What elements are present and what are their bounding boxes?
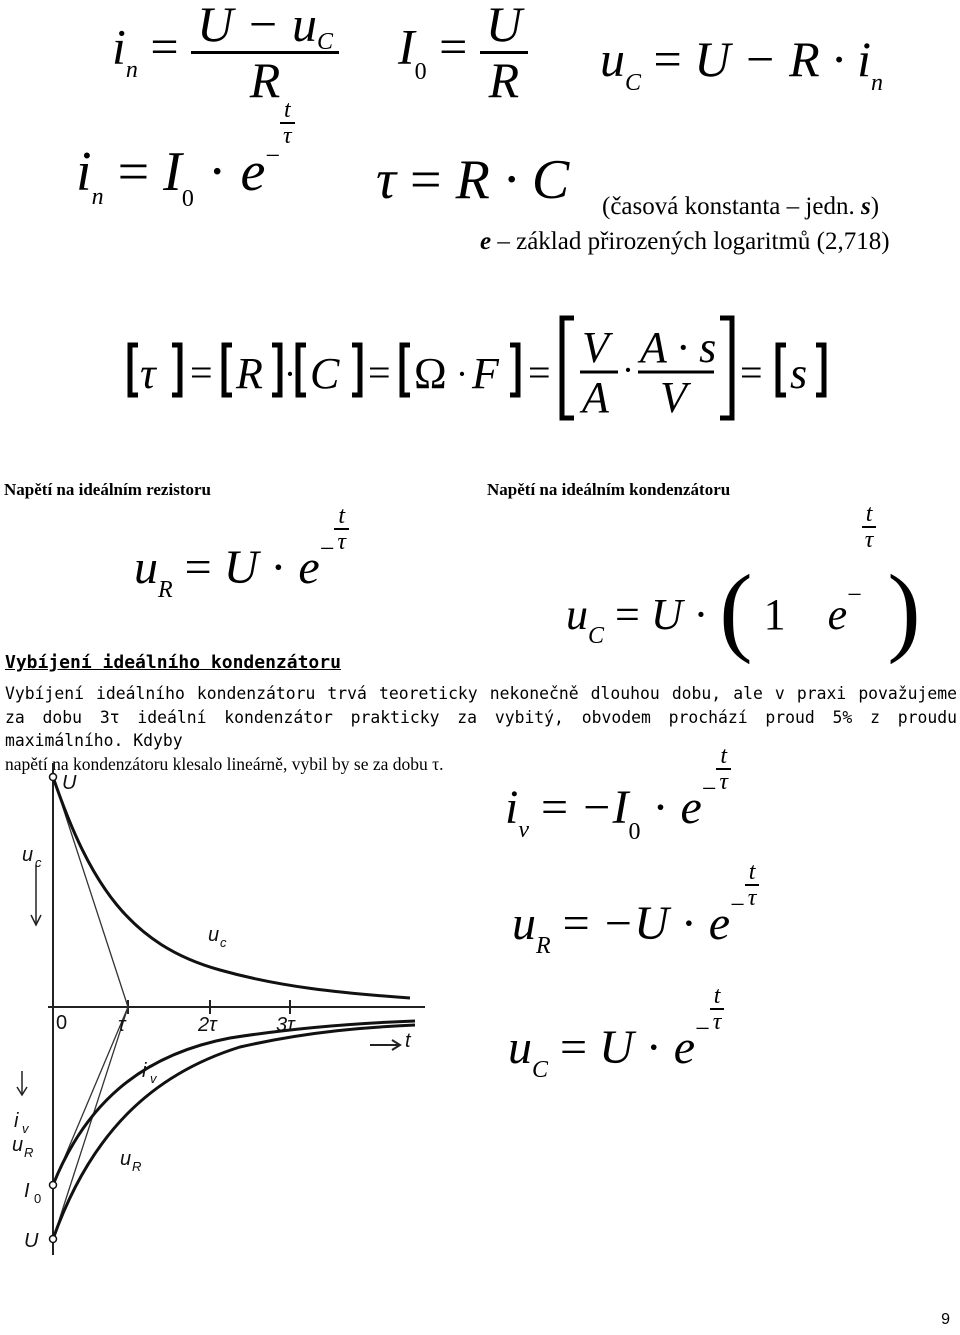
formula-in-exponential: $i_n = I_0 \cdot e-$ $\frac{t}{\tau}$ [76,140,295,204]
formula-uC-charge: $u_C = U$ · ( 1 e− $\frac{t}{\tau}$ ) [566,501,921,665]
page-number: 9 [941,1311,950,1328]
iv-curve [53,1021,415,1185]
label-uR-curve: u [120,1148,132,1170]
svg-text:=: = [528,350,551,395]
unit-A-den: A [582,373,609,422]
unit-s: s [790,349,808,398]
label-2tau: 2τ [198,1014,217,1036]
formula-in-current: $i_n$ = $\frac{U - uC}{R}$ [112,0,339,106]
unit-As-num: A · s [640,323,717,372]
label-uc-axis: u [22,844,34,866]
svg-text:=: = [740,350,763,395]
svg-text:c: c [220,935,227,950]
svg-text:R: R [132,1159,142,1174]
svg-text:c: c [35,855,42,870]
label-t: t [405,1030,411,1052]
formula-uR-discharge: $u_R = -U \cdot e-$ $\frac{t}{\tau}$ [512,896,759,951]
unit-C: C [310,349,340,398]
label-tau: τ [118,1014,126,1036]
svg-text:=: = [190,350,213,395]
section-title: Vybíjení ideálního kondenzátoru [5,652,341,673]
unit-R: R [236,349,263,398]
section-paragraph: Vybíjení ideálního kondenzátoru trvá teoreticky nekonečně dlouhou dobu, ale v praxi považujeme za dobu 3τ ideální kondenzátor prakticky za vybitý, obvodem prochází proud 5% z proudu maximálního. Kdyby napětí na kondenzátoru klesalo lineárně, vybil by se za dobu τ. [5,684,957,774]
note-time-constant: (časová konstanta – jedn. s) [602,193,880,220]
svg-text:R: R [24,1145,34,1160]
unit-V-num: V [582,323,609,372]
header-capacitor: Napětí na ideálním kondenzátoru [487,480,731,499]
svg-text:·: · [456,354,468,394]
svg-text:v: v [22,1121,29,1136]
formula-uc: $u_C = U - R \cdot i_n$ [600,31,884,96]
label-U-top: U [62,772,77,794]
svg-text:=: = [368,350,391,395]
formula-iv-discharge: $i_v = -I_0 \cdot e-$ $\frac{t}{\tau}$ [505,780,731,835]
unit-V-den: V [660,373,687,422]
unit-tau: τ [140,349,156,398]
label-iv-curve: i [142,1060,147,1082]
label-I0: I [24,1180,30,1202]
formula-tau: τ = R · C [376,149,570,211]
unit-F: F [472,349,499,398]
header-resistor: Napětí na ideálním rezistoru [4,480,211,499]
svg-text:·: · [622,350,634,390]
unit-omega: Ω [414,349,447,398]
label-origin: 0 [56,1012,68,1034]
label-uR-axis: u [12,1134,24,1156]
uc-curve [53,777,410,998]
svg-text:·: · [284,354,296,394]
units-equation [120,300,840,430]
formula-uR-charge: $u_R = U \cdot e-$ $\frac{t}{\tau}$ [134,540,349,595]
label-iv-axis: i [14,1110,19,1132]
svg-text:0: 0 [34,1191,42,1206]
label-U-bottom: U [24,1230,39,1252]
label-uc-curve: u [208,924,220,946]
note-e-base: e – základ přirozených logaritmů (2,718) [480,228,890,255]
formula-uC-discharge: $u_C = U \cdot e-$ $\frac{t}{\tau}$ [508,1020,724,1075]
label-3tau: 3τ [276,1014,295,1036]
svg-text:v: v [150,1071,157,1086]
discharge-graph [0,755,440,1265]
formula-i0: $I_0$ = $\frac{U}{R}$ [398,0,528,106]
